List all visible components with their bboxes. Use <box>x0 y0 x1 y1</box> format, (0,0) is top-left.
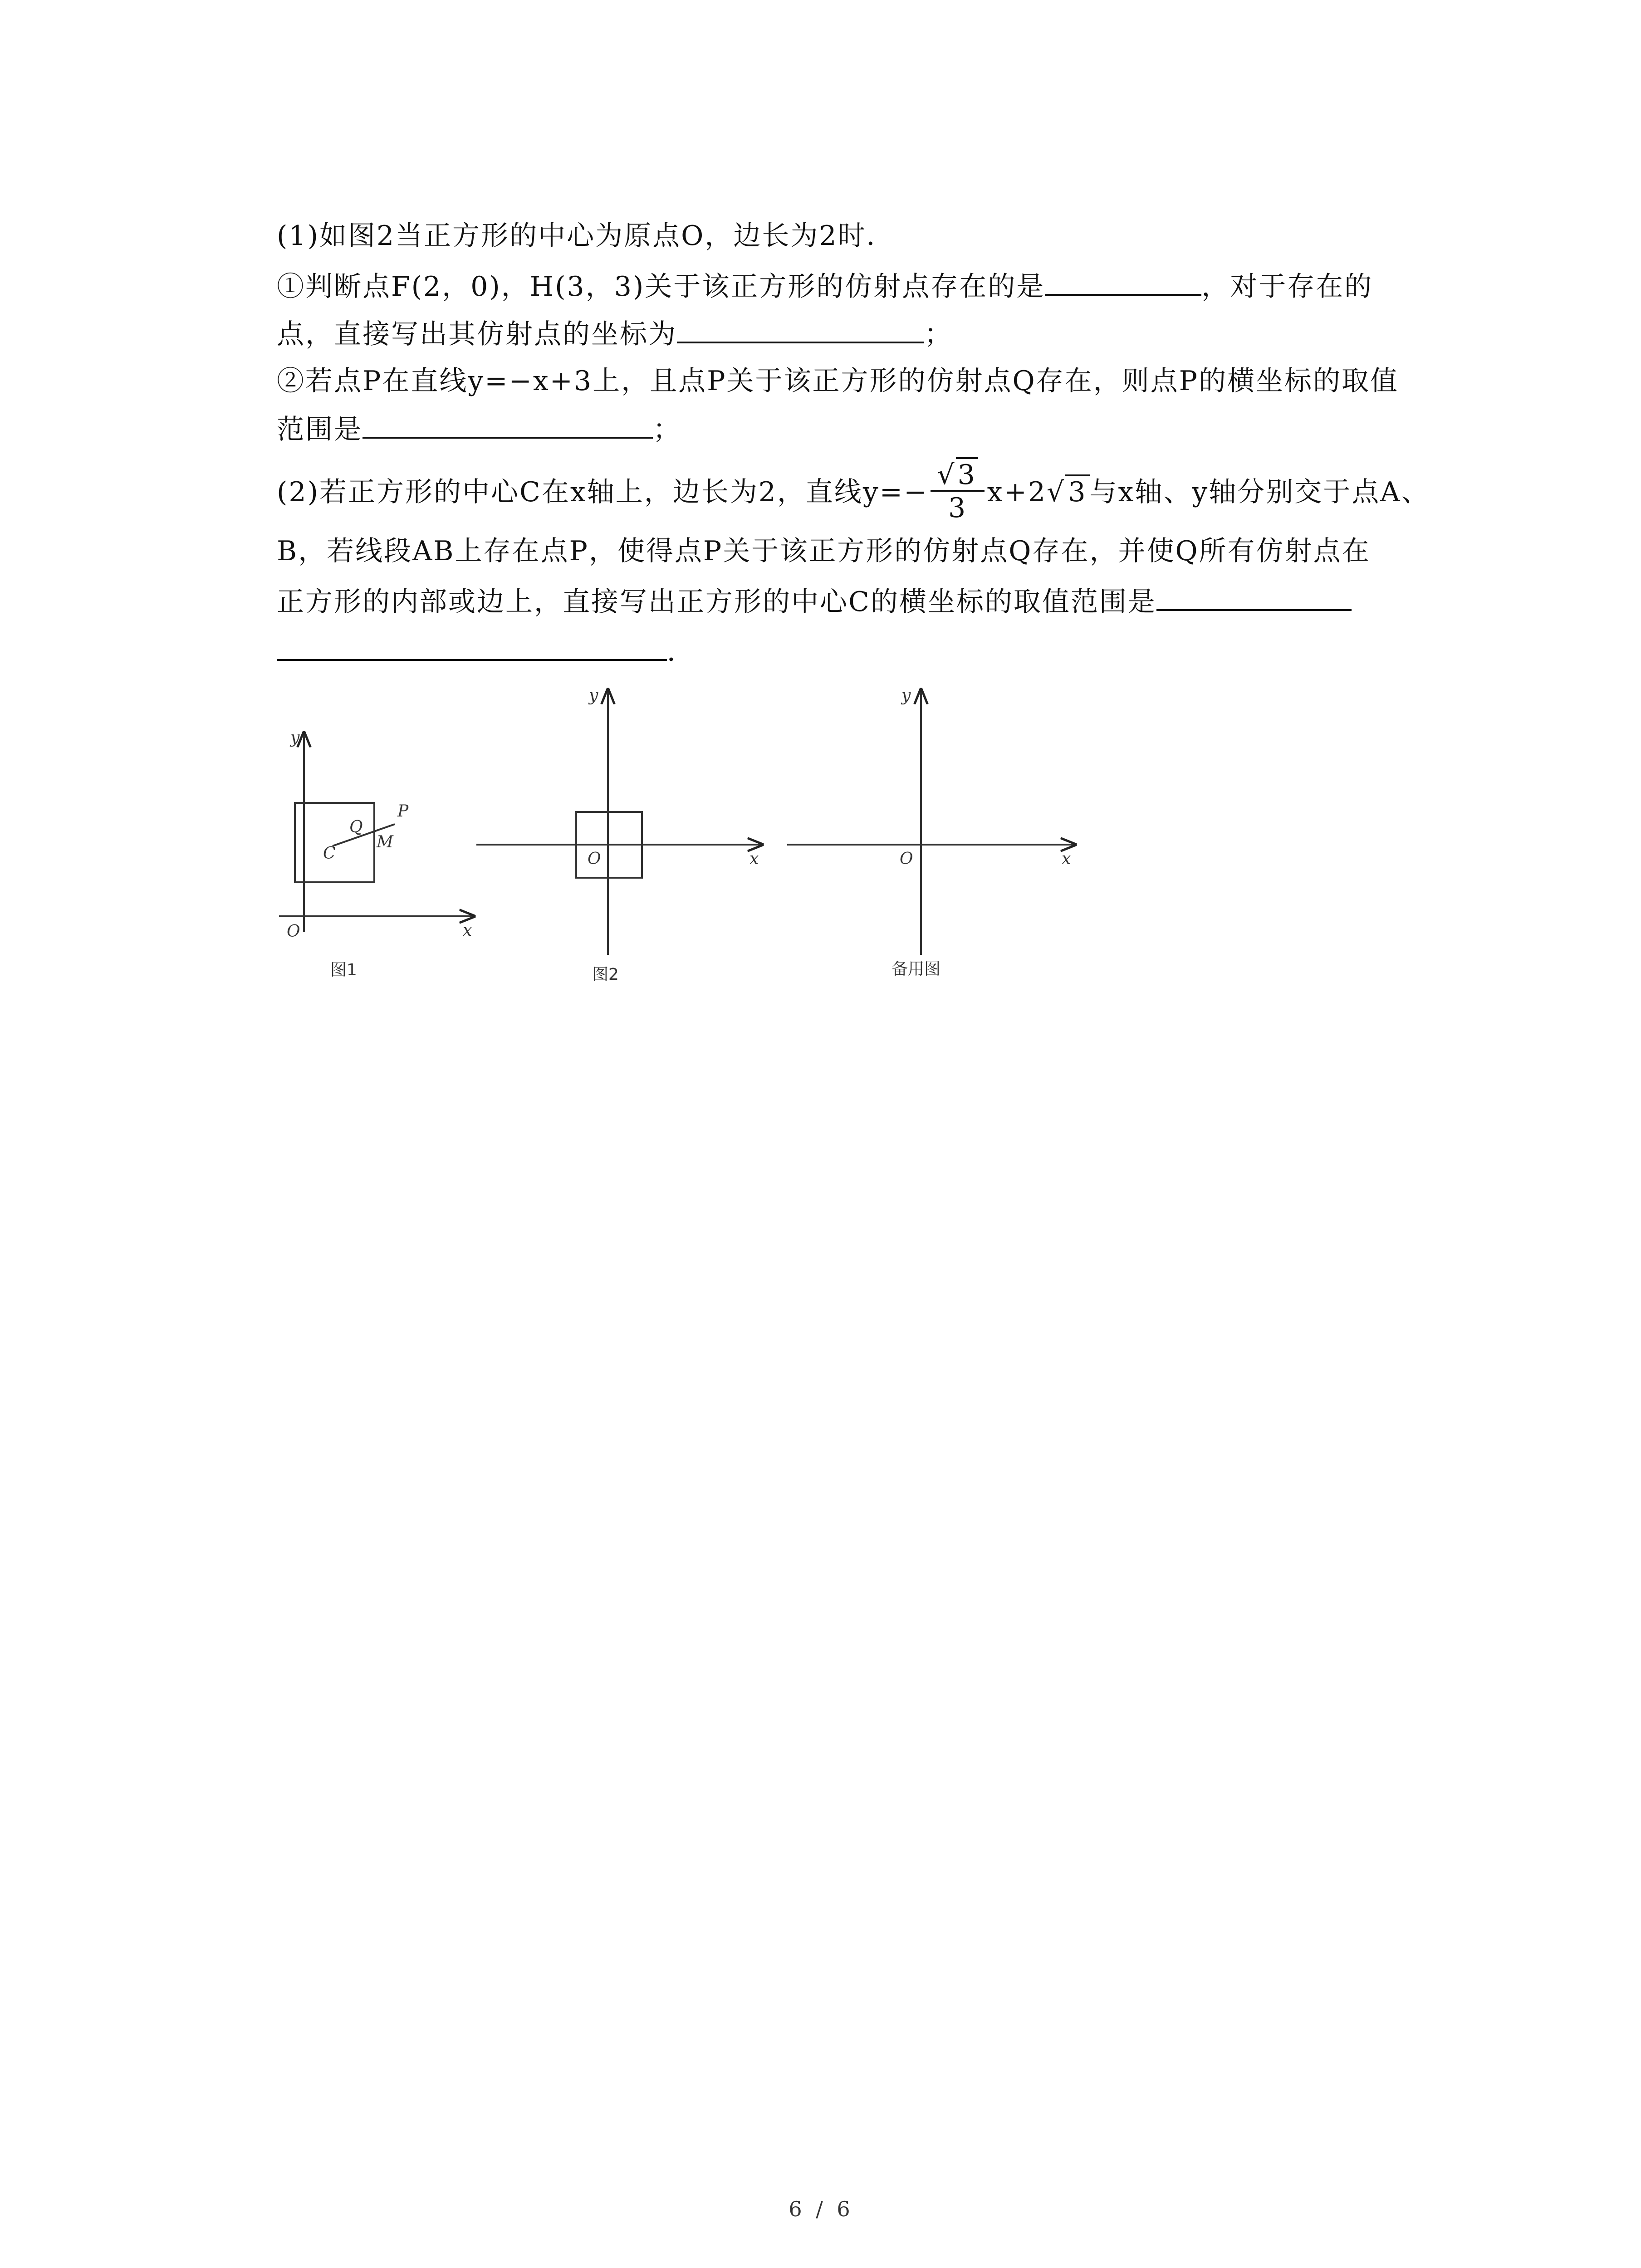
q2-text-1: (2)若正方形的中心C在x轴上，边长为2，直线y=− <box>277 476 928 508</box>
fig1-x-label: x <box>463 921 472 940</box>
figures <box>0 0 1641 1043</box>
question-2-line-2: B，若线段AB上存在点P，使得点P关于该正方形的仿射点Q存在，并使Q所有仿射点在 <box>277 535 1371 567</box>
frac-denominator: 3 <box>948 492 967 524</box>
fig1-label-p: P <box>397 802 409 821</box>
figure-2 <box>476 689 762 955</box>
fig2-y-label: y <box>589 686 598 705</box>
question-1-intro: (1)如图2当正方形的中心为原点O，边长为2时． <box>277 220 895 252</box>
fraction-sqrt3-over-3: $\frac{√3}{3}$ <box>931 460 984 524</box>
question-1b-line-1: ②若点P在直线y=−x+3上，且点P关于该正方形的仿射点Q存在，则点P的横坐标的取值 <box>277 365 1399 397</box>
fig3-y-label: y <box>901 686 911 705</box>
fig3-x-label: x <box>1062 850 1071 868</box>
q2-end: ． <box>667 636 696 668</box>
q1a-text-2: ，对于存在的 <box>1201 271 1373 303</box>
q1b-text-3: ； <box>653 414 681 445</box>
fig2-origin-label: O <box>588 850 601 868</box>
fig1-caption: 图1 <box>330 961 357 979</box>
figure-3 <box>787 689 1075 955</box>
fig1-y-label: y <box>290 728 300 747</box>
fig1-label-m: M <box>377 833 393 851</box>
fig1-label-c: C <box>323 844 336 863</box>
fig2-caption: 图2 <box>592 965 619 984</box>
fig1-origin-label: O <box>287 922 300 941</box>
fig1-label-q: Q <box>349 818 363 836</box>
sqrt-3: √ 3 <box>1047 458 1089 526</box>
q1b-text-2: 范围是 <box>277 414 362 445</box>
fig1-square <box>295 803 374 882</box>
q1a-text-4: ； <box>924 318 953 350</box>
fig3-origin-label: O <box>900 850 913 868</box>
page-footer: 6 / 6 <box>789 2197 854 2221</box>
q1a-text-3: 点，直接写出其仿射点的坐标为 <box>277 318 677 350</box>
figure-1 <box>279 733 474 932</box>
fig2-x-label: x <box>749 850 759 868</box>
frac-numerator: 3 <box>956 457 978 491</box>
q2-text-3: 与x轴、y轴分别交于点A、 <box>1089 476 1430 508</box>
q2-text-2: x+2 <box>987 476 1047 508</box>
q1a-text-1: ①判断点F(2，0)，H(3，3)关于该正方形的仿射点存在的是 <box>277 271 1045 303</box>
q2-line-3-text: 正方形的内部或边上，直接写出正方形的中心C的横坐标的取值范围是 <box>277 586 1156 618</box>
fig3-caption: 备用图 <box>892 960 941 978</box>
